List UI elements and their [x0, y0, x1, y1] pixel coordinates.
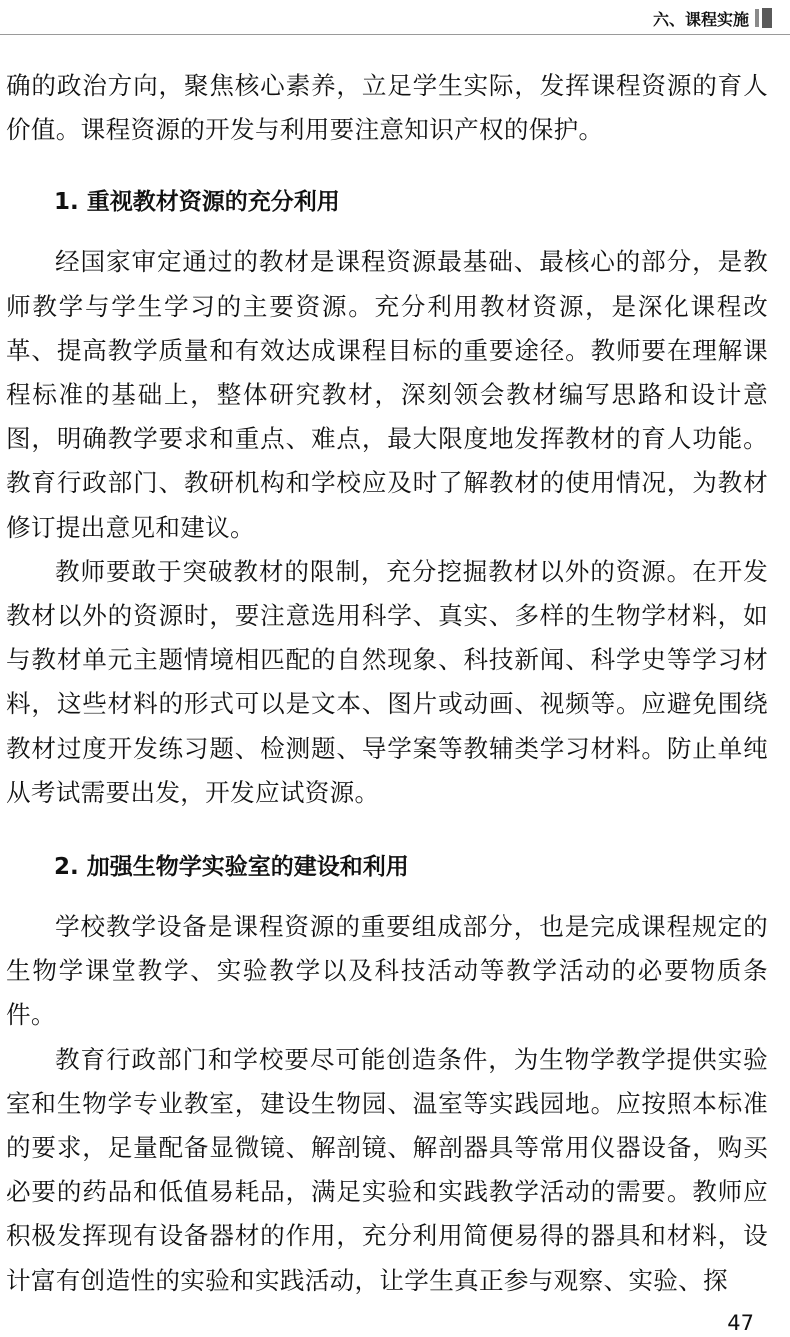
section-1-paragraph-1: 经国家审定通过的教材是课程资源最基础、最核心的部分，是教师教学与学生学习的主要资源。充分利用教材资源，是深化课程改革、提高教学质量和有效达成课程目标的重要途径。教师要在理解课程标准的基础上，整体研究教材，深刻领会教材编写思路和设计意图，明确教学要求和重点、难点，最大限度地发挥教材的育人功能。教育行政部门、教研机构和学校应及时了解教材的使用情况，为教材修订提出意见和建议。 [6, 247, 768, 542]
section-2-paragraph-2: 教育行政部门和学校要尽可能创造条件，为生物学教学提供实验室和生物学专业教室，建设生物园、温室等实践园地。应按照本标准的要求，足量配备显微镜、解剖镜、解剖器具等常用仪器设备，购买必要的药品和低值易耗品，满足实验和实践教学活动的需要。教师应积极发挥现有设备器材的作用，充分利用简便易得的器具和材料，设计富有创造性的实验和实践活动，让学生真正参与观察、实验、探 [6, 1044, 768, 1295]
section-2-paragraph-1: 学校教学设备是课程资源的重要组成部分，也是完成课程规定的生物学课堂教学、实验教学以及科技活动等教学活动的必要物质条件。 [6, 912, 768, 1030]
header-tab-bar-dark [762, 8, 772, 28]
section-1-paragraph-2: 教师要敢于突破教材的限制，充分挖掘教材以外的资源。在开发教材以外的资源时，要注意选用科学、真实、多样的生物学材料，如与教材单元主题情境相匹配的自然现象、科技新闻、科学史等学习材料，这些材料的形式可以是文本、图片或动画、视频等。应避免围绕教材过度开发练习题、检测题、导学案等教辅类学习材料。防止单纯从考试需要出发，开发应试资源。 [6, 556, 768, 807]
section-heading-1: 1. 重视教材资源的充分利用 [54, 189, 340, 216]
paragraph-intro: 确的政治方向，聚焦核心素养，立足学生实际，发挥课程资源的育人价值。课程资源的开发与利用要注意知识产权的保护。 [6, 71, 768, 145]
header-tab-marker [755, 8, 772, 28]
page-number: 47 [727, 1311, 754, 1335]
header-divider [0, 34, 790, 35]
page-body [6, 64, 768, 1303]
running-header [653, 6, 772, 30]
running-title: 六、课程实施 [652, 9, 749, 29]
header-tab-bar-light [755, 9, 759, 27]
section-heading-2: 2. 加强生物学实验室的建设和利用 [54, 854, 409, 881]
